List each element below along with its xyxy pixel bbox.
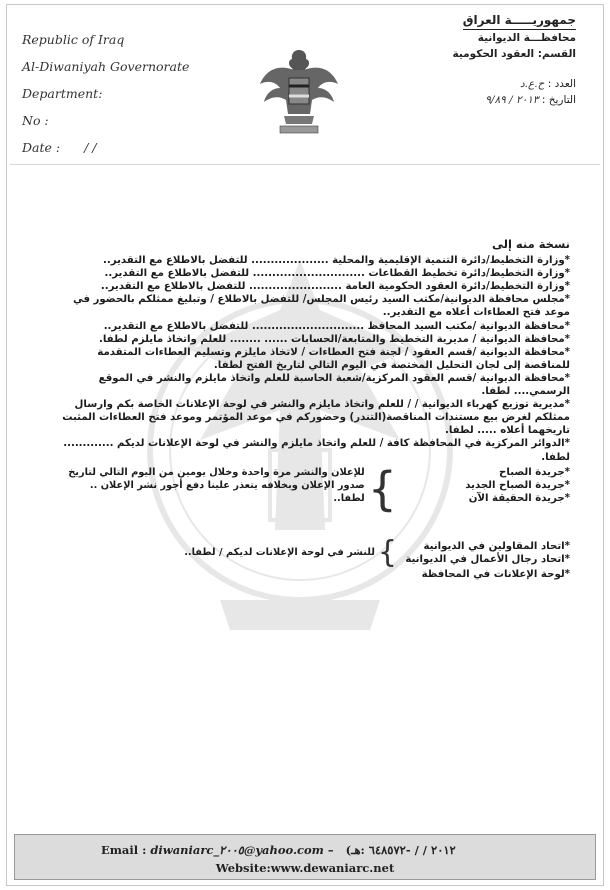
recipient-line: *محافظة الديوانية /قسم العقود / لجنة فتح العطاءات / لاتخاذ مايلزم وتسليم العطاءات المتقدمة للمناقصة إلى لجان التحليل المختصة في اليوم التالي لتاريخ الفتح لطفا. (97, 346, 570, 371)
date-ar-label: التاريخ : (541, 94, 576, 106)
recipient-line: *محافظة الديوانية /قسم العقود المركزية/شعبة الحاسبة للعلم واتخاذ مايلزم والنشر في الموقع الرسمي.... لطفا. (98, 372, 570, 398)
newspaper-item: *جريدة الحقيقة الآن (468, 492, 570, 504)
governorate-ar: محافظـــة الديوانية (477, 32, 576, 44)
newspaper-item: *جريدة الصباح الجديد (465, 479, 570, 491)
recipient-line: *لوحة الإعلانات في المحافظة (421, 568, 570, 580)
date-en: Date : (22, 140, 61, 155)
recipient-line: *محافظة الديوانية /مكتب السيد المحافظ ............................. للتفضل بالاطلاع مع التقدير.. (103, 320, 570, 332)
distribution-list (50, 238, 570, 581)
section-ar: القسم: العقود الحكومية (452, 48, 576, 60)
footer-contact-line (101, 843, 456, 857)
union-item: *اتحاد المقاولين في الديوانية (423, 540, 570, 552)
email-address[interactable]: diwaniarc_٢٠٠٥@yahoo.com – (150, 843, 334, 857)
copy-to-heading: نسخة منه إلى (492, 237, 570, 251)
newspapers-list (400, 466, 570, 505)
date-en-row (22, 134, 189, 161)
recipient-line: *وزارة التخطيط/دائرة تخطيط القطاعات ............................. للتفضل بالاطلاع مع التقدير.. (104, 268, 570, 280)
recipient-line: *محافظة الديوانية / مديرية التخطيط والمتابعة/الحسابات ...... ........ للعلم واتخاذ مايلزم لطفا. (98, 333, 570, 345)
number-ar-label: العدد : (547, 78, 576, 90)
footer-bar (14, 834, 596, 880)
date-en-slashes: / / (84, 140, 97, 155)
newspapers-note: للإعلان والنشر مرة واحدة وخلال يومين من اليوم التالي لتاريخ صدور الإعلان وبخلافه يتعذر علينا دفع أجور نشر الإعلان .. لطفا.. (68, 466, 365, 504)
recipient-line: *مجلس محافظة الديوانية/مكتب السيد رئيس المجلس/ للتفضل بالاطلاع / وتبليغ ممثلكم بالحضور في موعد فتح العطاءات أعلاه مع التقدير.. (73, 294, 570, 319)
number-en: No : (22, 113, 49, 128)
recipient-line: *مديرية توزيع كهرباء الديوانية / / للعلم واتخاذ مايلزم والنشر في لوحة الإعلانات الخاصة بكم وارسال ممثلكم لغرض بيع مستندات المناقصة(التندر) وحضوركم في موعد المؤتمر وموعد فتح العطاءات المثبت تاريخهما أعلاه ..... لطفا. (62, 399, 570, 437)
newspapers-group (50, 461, 570, 516)
brace-icon: } (367, 461, 397, 516)
recipient-line: *الدوائر المركزية في المحافظة كافة / للعلم واتخاذ مايلزم والنشر في لوحة الإعلانات لديكم ............. لطفا. (63, 438, 570, 463)
date-ar-value: ٢٠١٣ / ٩/٨٩ (485, 94, 539, 106)
phone-number: (٢٠١٢ / / -٦٤٨٥٧٢ :هـ (345, 843, 456, 857)
english-letterhead (22, 26, 189, 161)
unions-note: للنشر في لوحة الإعلانات لديكم / لطفا.. (184, 547, 375, 559)
country-en: Republic of Iraq (22, 32, 125, 47)
country-ar: جمهوريـــــة العراق (463, 12, 576, 30)
number-ar-value: ح.ع.د (520, 78, 545, 90)
newspaper-item: *جريدة الصباح (499, 466, 570, 478)
arabic-letterhead (453, 12, 576, 108)
website-link[interactable]: Website:www.dewaniarc.net (215, 861, 395, 875)
recipient-line: *وزارة التخطيط/دائرة العقود الحكومية العامة ........................ للتفضل بالاطلاع مع التقدير.. (100, 281, 570, 293)
department-en: Department: (22, 86, 103, 101)
number-ar-row (453, 76, 576, 92)
email-label: Email : (101, 843, 147, 857)
unions-list (400, 540, 570, 566)
unions-group (50, 534, 570, 570)
governorate-en: Al-Diwaniyah Governorate (22, 59, 190, 74)
date-ar-row (453, 92, 576, 108)
brace-icon: } (377, 534, 397, 570)
recipient-line: *وزارة التخطيط/دائرة التنمية الإقليمية والمحلية .................... للتفضل بالاطلاع مع التقدير.. (103, 255, 570, 267)
iraq-eagle-emblem (258, 44, 340, 136)
union-item: *اتحاد رجال الأعمال في الديوانية (405, 553, 570, 565)
header-divider (10, 164, 600, 165)
